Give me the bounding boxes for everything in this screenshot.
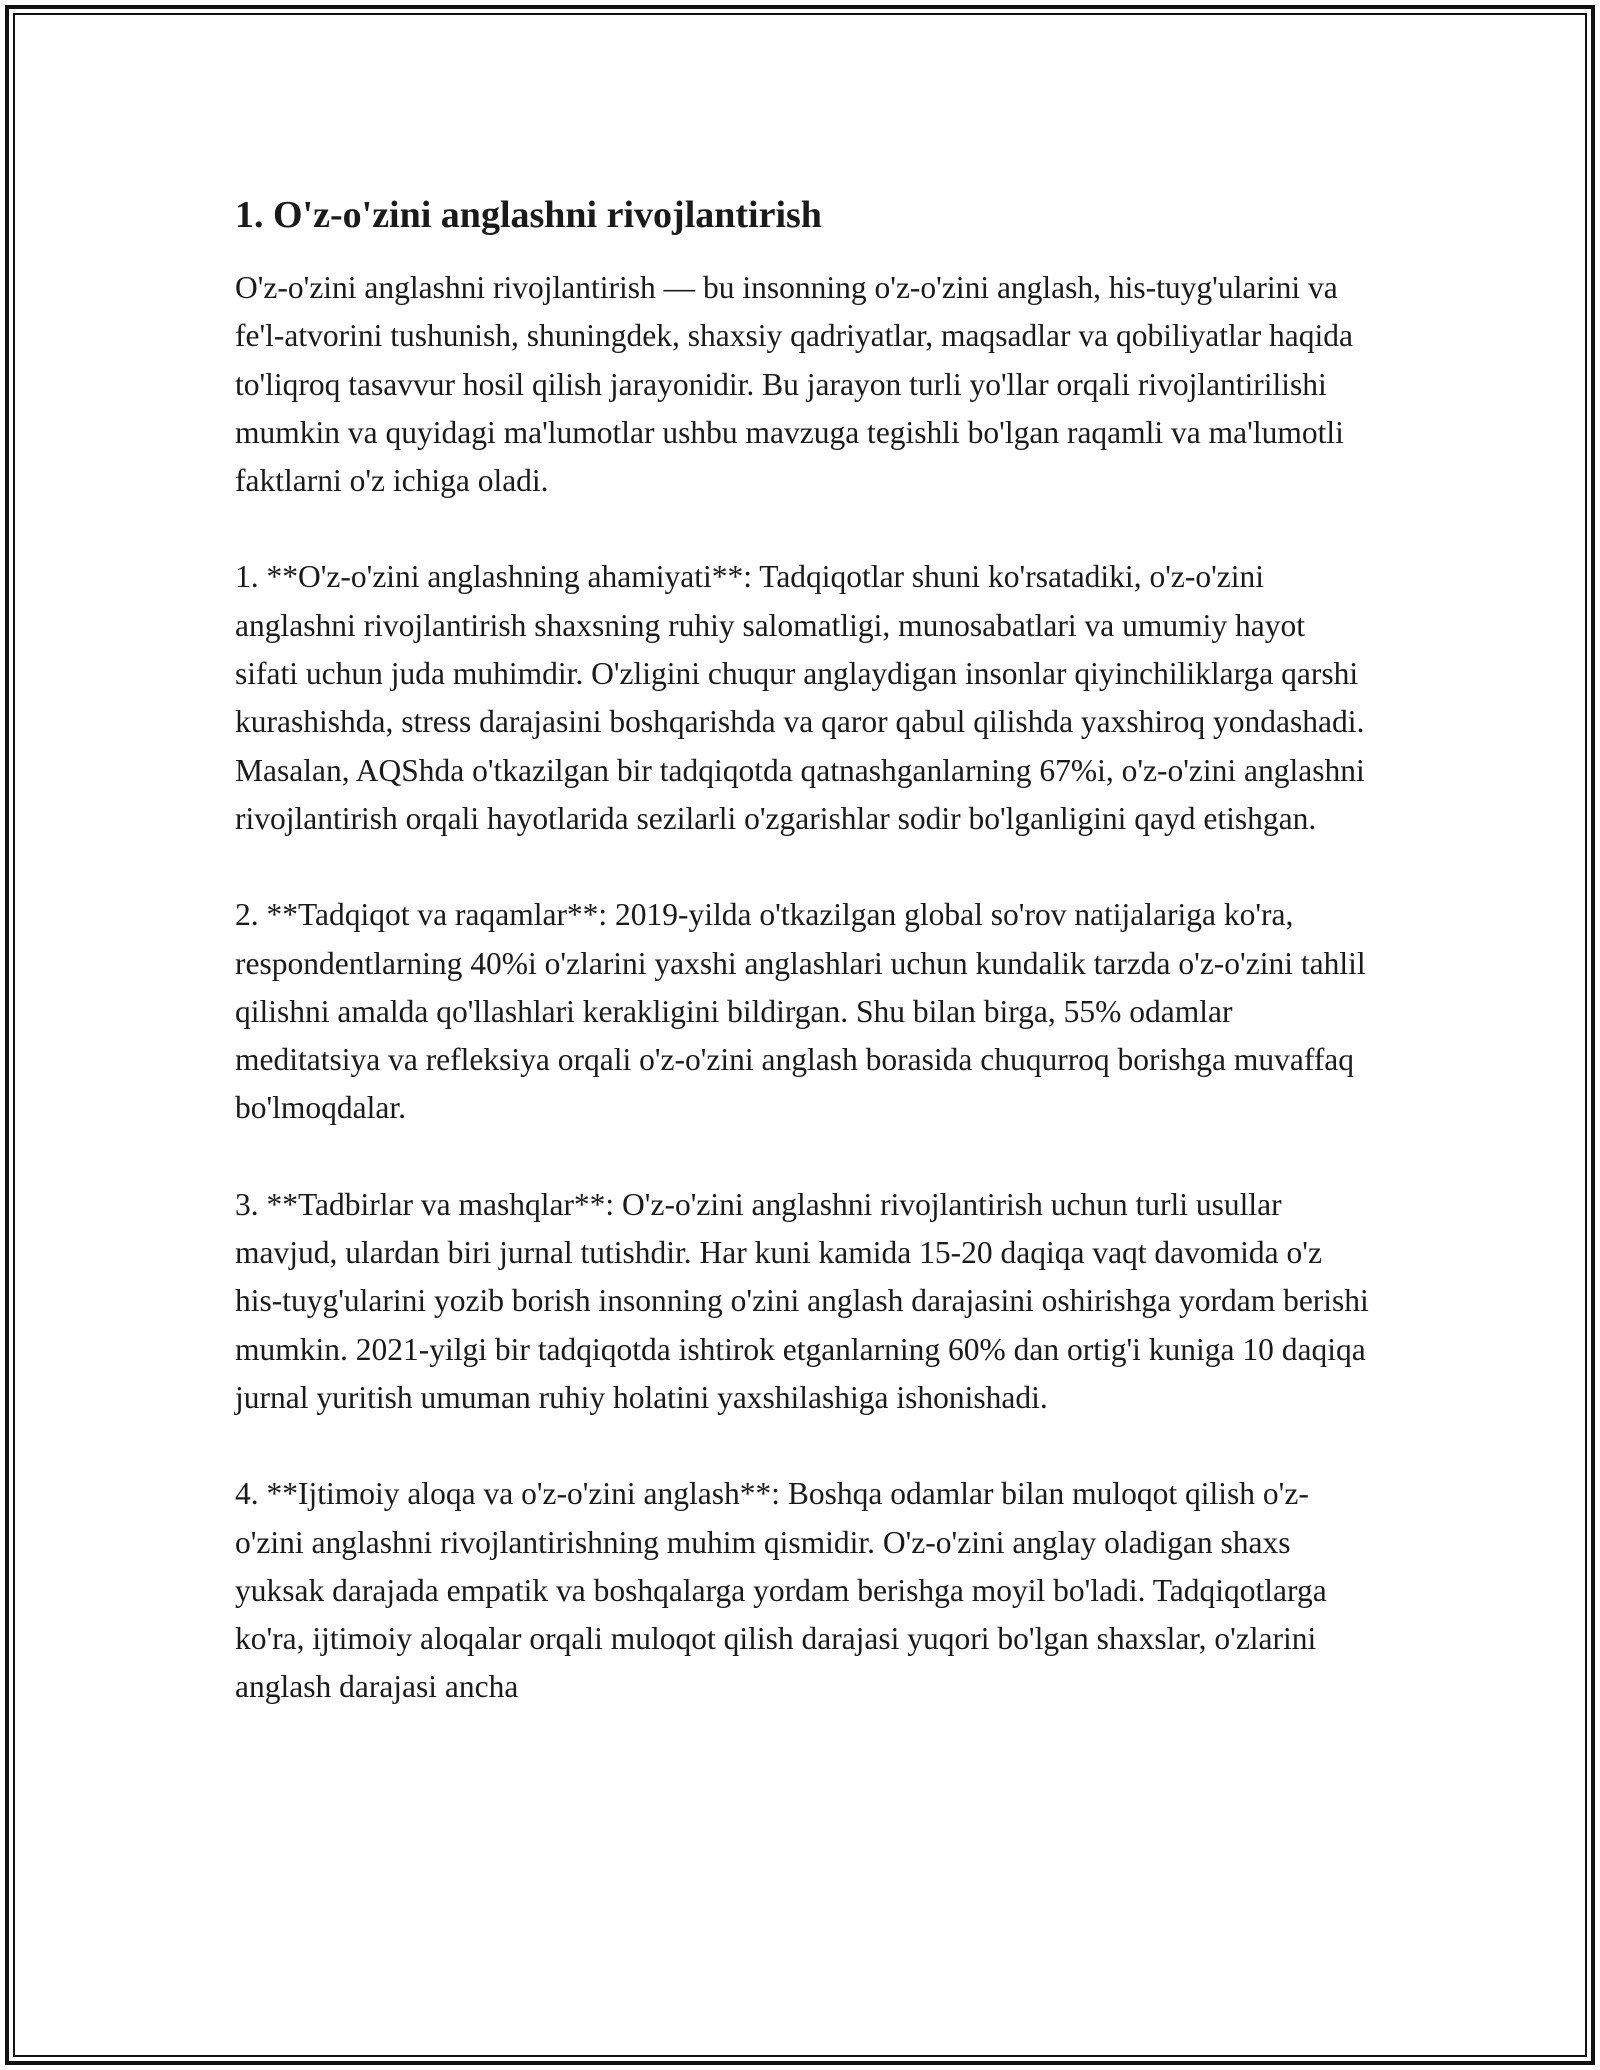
- paragraph-exercises: 3. **Tadbirlar va mashqlar**: O'z-o'zini anglashni rivojlantirish uchun turli usullar mavjud, ulardan biri jurnal tutishdir. Har kuni kamida 15-20 daqiqa vaqt davomida o'z his-tuyg'ularini yozib borish insonning o'zini anglash darajasini oshirishga yordam berishi mumkin. 2021-yilgi bir tadqiqotda ishtirok etganlarning 60% dan ortig'i kuniga 10 daqiqa jurnal yuritish umuman ruhiy holatini yaxshilashiga ishonishadi.: [235, 1186, 1369, 1415]
- paragraph-importance: 1. **O'z-o'zini anglashning ahamiyati**: Tadqiqotlar shuni ko'rsatadiki, o'z-o'zini anglashni rivojlantirish shaxsning ruhiy salomatligi, munosabatlari va umumiy hayot sifati uchun juda muhimdir. O'zligini chuqur anglaydigan insonlar qiyinchiliklarga qarshi kurashishda, stress darajasini boshqarishda va qaror qabul qilishda yaxshiroq yondashadi. Masalan, AQShda o'tkazilgan bir tadqiqotda qatnashganlarning 67%i, o'z-o'zini anglashni rivojlantirish orqali hayotlarida sezilarli o'zgarishlar sodir bo'lganligini qayd etishgan.: [235, 559, 1365, 836]
- intro-paragraph: O'z-o'zini anglashni rivojlantirish — bu insonning o'z-o'zini anglash, his-tuyg'ularini va fe'l-atvorini tushunish, shuningdek, shaxsiy qadriyatlar, maqsadlar va qobiliyatlar haqida to'liqroq tasavvur hosil qilish jarayonidir. Bu jarayon turli yo'llar orqali rivojlantirilishi mumkin va quyidagi ma'lumotlar ushbu mavzuga tegishli bo'lgan raqamli va ma'lumotli faktlarni o'z ichiga oladi.: [235, 270, 1354, 499]
- paragraph-research: 2. **Tadqiqot va raqamlar**: 2019-yilda o'tkazilgan global so'rov natijalariga ko'ra, respondentlarning 40%i o'zlarini yaxshi anglashlari uchun kundalik tarzda o'z-o'zini tahlil qilishni amalda qo'llashlari kerakligini bildirgan. Shu bilan birga, 55% odamlar meditatsiya va refleksiya orqali o'z-o'zini anglash borasida chuqurroq borishga muvaffaq bo'lmoqdalar.: [235, 897, 1366, 1126]
- section-heading: 1. O'z-o'zini anglashni rivojlantirish: [235, 194, 822, 236]
- paragraph-social: 4. **Ijtimoiy aloqa va o'z-o'zini anglash**: Boshqa odamlar bilan muloqot qilish o'z-o'zini anglashni rivojlantirishning muhim qismidir. O'z-o'zini anglay oladigan shaxs yuksak darajada empatik va boshqalarga yordam berishga moyil bo'ladi. Tadqiqotlarga ko'ra, ijtimoiy aloqalar orqali muloqot qilish darajasi yuqori bo'lgan shaxslar, o'zlarini anglash darajasi ancha: [235, 1476, 1327, 1705]
- document-body: [235, 188, 1370, 1760]
